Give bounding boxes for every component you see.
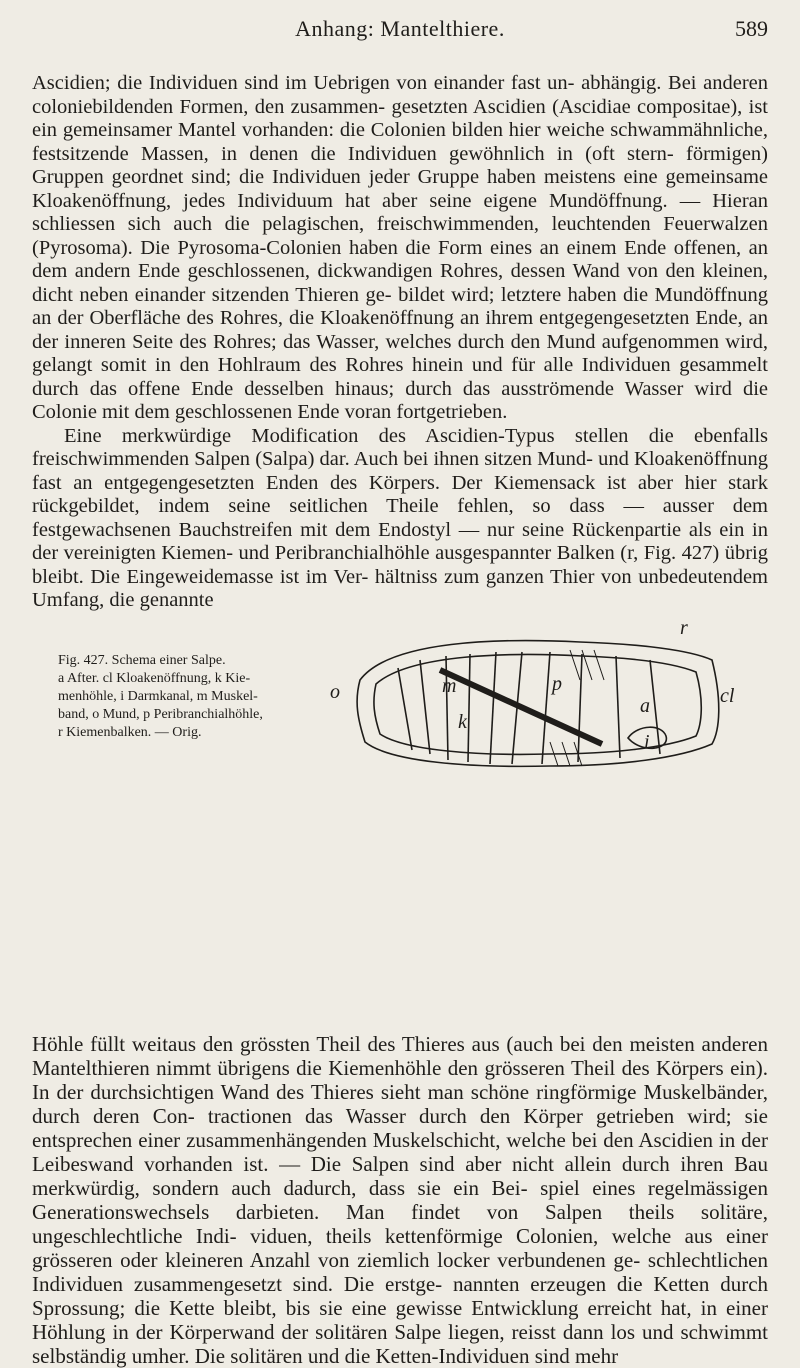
body-text-top: [32, 72, 768, 613]
text-line: Mantel vorhanden: die Colonien bilden hier weiche schwammähnliche,: [177, 119, 768, 141]
text-line: Bauchstreifen mit dem Endostyl — nur seine Rückenpartie als ein: [178, 518, 745, 541]
text-line: viduen, theils kettenförmige Colonien, welche aus einer: [250, 1224, 768, 1248]
paragraph-salpen: [32, 425, 768, 613]
label-p: p: [552, 673, 562, 695]
text-line: ebenfalls freischwimmenden Salpen (Salpa) dar. Auch bei ihnen: [32, 424, 768, 470]
label-a: a: [640, 695, 650, 717]
text-line: aufgenommen wird, gelangt somit in den Hohlraum des Rohres hinein: [32, 330, 769, 376]
text-line: Wand von den kleinen, dicht neben einander sitzenden Thieren ge-: [32, 260, 768, 306]
text-line: Höhle füllt weitaus den grössten Theil des Thieres aus (auch bei den: [32, 1032, 623, 1056]
hatching: [550, 650, 604, 766]
inner-outline: [374, 654, 701, 754]
muscle-band: [616, 656, 620, 758]
text-line: sitzen Mund- und Kloakenöffnung fast an entgegengesetzten Enden: [32, 448, 769, 494]
text-line: meistens eine gemeinsame Kloakenöffnung, jedes Individuum hat aber: [32, 166, 769, 212]
caption-line: a After. cl Kloakenöffnung, k Kie-: [58, 671, 251, 686]
text-line: Thieres sieht man schöne ringförmige Muskelbänder, durch deren Con-: [32, 1080, 769, 1128]
text-line: schlechtlichen Individuen zusammengesetzt sind. Die erstge-: [32, 1248, 769, 1296]
label-m: m: [442, 675, 457, 697]
text-line: meisten anderen Mantelthieren nimmt übrigens die Kiemenhöhle den: [32, 1032, 769, 1080]
figure-caption: [58, 652, 326, 742]
text-line: selbständig umher. Die solitären und die Ketten-Individuen sind mehr: [32, 1344, 619, 1368]
body-text-bottom: [32, 1032, 768, 1368]
text-line: Körperwand der solitären Salpe liegen, reisst dann los und schwimmt: [169, 1320, 768, 1344]
paragraph-pyrosoma: [32, 72, 768, 425]
text-line: hinaus; durch das ausströmende Wasser wird die Colonie mit dem: [32, 377, 768, 423]
text-line: hältniss zum ganzen Thier von unbedeutendem Umfang, die genannte: [32, 565, 768, 611]
text-line: tractionen das Wasser durch den Körper getrieben wird; sie entsprechen: [32, 1104, 768, 1152]
text-line: Ascidien; die Individuen sind im Uebrigen von einander fast un-: [32, 72, 575, 94]
muscle-band: [420, 660, 430, 754]
label-r: r: [680, 620, 688, 639]
page-header: [32, 16, 768, 46]
text-line: grösseren oder kleineren Anzahl von ziemlich locker verbundenen ge-: [32, 1248, 641, 1272]
muscle-band: [650, 660, 660, 754]
text-line: an dem andern Ende geschlossenen, dickwandigen Rohres, dessen: [32, 236, 768, 282]
text-line: festsitzende Massen, in denen die Individuen gewöhnlich in (oft stern-: [32, 142, 674, 165]
text-line: findet von Salpen theils solitäre, ungeschlechtliche Indi-: [32, 1200, 768, 1248]
text-line: spiel eines regelmässigen Generationswechsels darbieten. Man: [32, 1176, 768, 1224]
caption-line: band, o Mund, p Peribranchialhöhle,: [58, 707, 263, 722]
caption-line: menhöhle, i Darmkanal, m Muskel-: [58, 689, 258, 704]
text-line: Eine merkwürdige Modification des Ascidien-Typus stellen die: [64, 424, 674, 447]
text-line: durch ihren Bau merkwürdig, sondern auch dadurch, dass sie ein Bei-: [32, 1152, 769, 1200]
caption-line: r Kiemenbalken. — Orig.: [58, 725, 202, 740]
text-line: abhängig. Bei anderen coloniebildenden Formen, den zusammen-: [32, 72, 769, 118]
label-o: o: [330, 681, 340, 703]
text-line: bildet wird; letztere haben die Mundöffnung an der Oberfläche des: [32, 283, 768, 329]
muscle-band: [542, 652, 550, 764]
text-line: des Körpers. Der Kiemensack ist aber hier stark rückgebildet, indem: [32, 471, 768, 517]
text-line: grösseren Theil des Körpers ein). In der durchsichtigen Wand des: [32, 1056, 768, 1104]
text-line: einer zusammenhängenden Muskelschicht, welche bei den Ascidien in: [138, 1128, 736, 1152]
caption-line: Fig. 427. Schema einer Salpe.: [58, 653, 226, 668]
page-number: 589: [735, 16, 768, 41]
text-line: sie eine gewisse Entwicklung erreicht hat, in einer Höhlung in der: [32, 1296, 768, 1344]
running-title: Anhang: Mantelthiere.: [295, 16, 505, 41]
salpa-schema-illustration: [320, 620, 740, 780]
text-line: der Leibeswand vorhanden ist. — Die Salpen sind aber nicht allein: [32, 1128, 768, 1176]
text-line: und für alle Individuen gesammelt durch das offene Ende desselben: [32, 354, 768, 400]
text-line: gesetzten Ascidien (Ascidiae compositae), ist ein gemeinsamer: [32, 95, 768, 141]
text-line: Rohres, die Kloakenöffnung an ihrem entgegengesetzten Ende, an: [219, 307, 769, 329]
text-line: seine seitlichen Theile fehlen, so dass — ausser dem festgewachsenen: [32, 495, 769, 541]
text-line: nannten erzeugen die Ketten durch Sprossung; die Kette bleibt, bis: [32, 1272, 769, 1320]
label-i: i: [644, 731, 650, 753]
text-line: der inneren Seite des Rohres; das Wasser, welches durch den Mund: [32, 330, 596, 353]
text-line: in der vereinigten Kiemen- und Peribranchialhöhle ausgespannter: [32, 518, 768, 564]
muscle-band: [490, 652, 496, 764]
text-line: Balken (r, Fig. 427) übrig bleibt. Die Eingeweidemasse ist im Ver-: [32, 542, 768, 588]
muscle-band: [398, 668, 412, 750]
text-line: förmigen) Gruppen geordnet sind; die Individuen jeder Gruppe haben: [32, 142, 769, 188]
label-k: k: [458, 711, 467, 733]
paragraph-generationswechsel: [32, 1032, 768, 1368]
muscle-band: [578, 654, 582, 762]
text-line: seine eigene Mundöffnung. — Hieran schliessen sich auch die pelagischen,: [32, 189, 768, 235]
muscle-band: [468, 654, 470, 762]
text-line: freischwimmenden, leuchtenden Feuerwalzen (Pyrosoma). Die: [32, 213, 768, 259]
text-line: geschlossenen Ende voran fortgetrieben.: [174, 401, 508, 423]
label-cl: cl: [720, 685, 735, 707]
figure-427: [32, 620, 768, 780]
text-line: Pyrosoma-Colonien haben die Form eines an einem Ende offenen,: [177, 236, 742, 259]
